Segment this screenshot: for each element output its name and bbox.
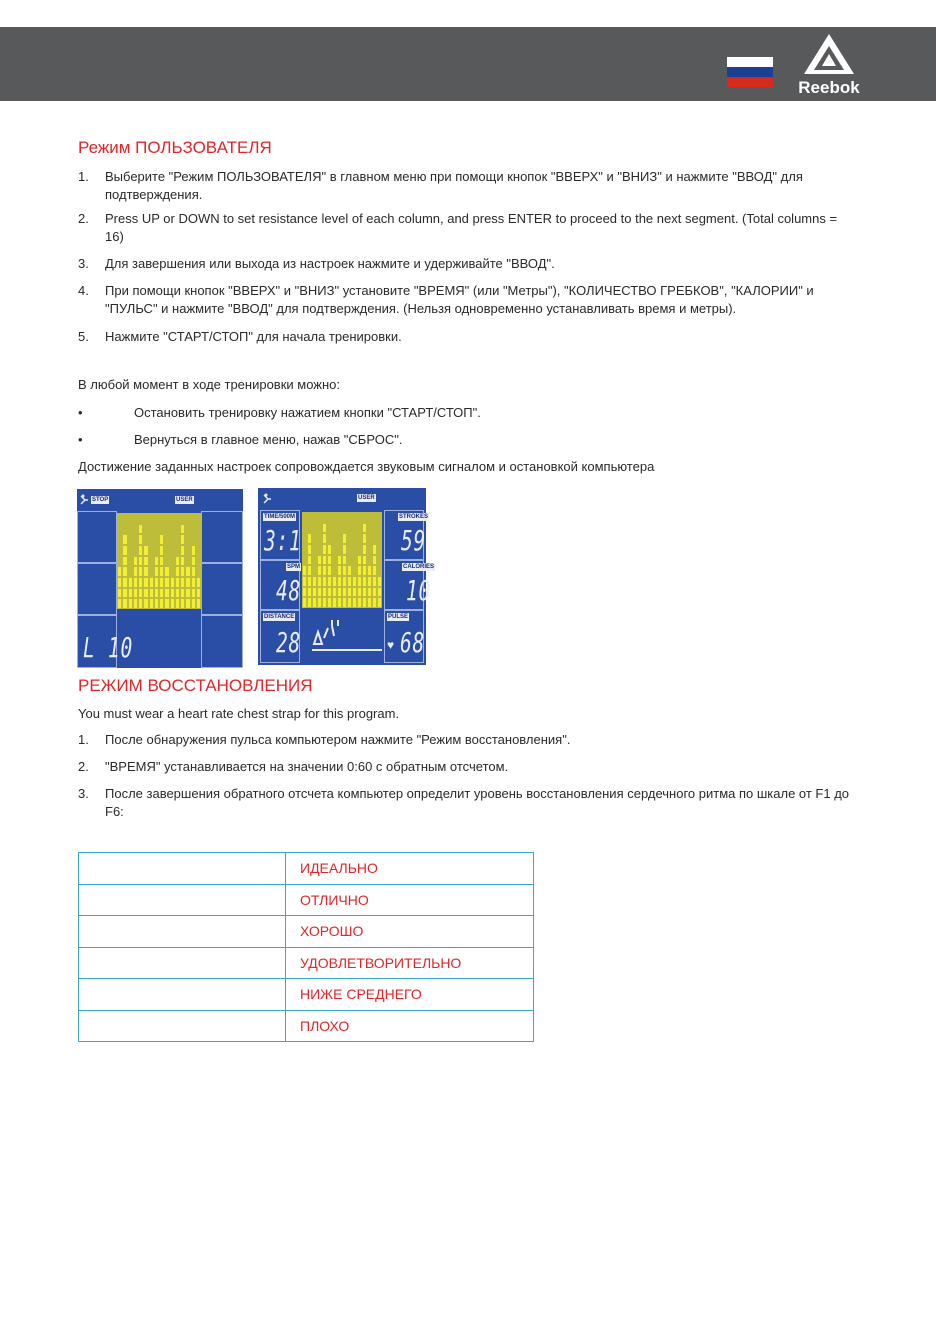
profile-bar-segment <box>197 578 200 587</box>
profile-bar-segment <box>134 589 137 598</box>
profile-bar-segment <box>353 577 356 586</box>
distance-value: 28 <box>276 626 302 659</box>
profile-bar-segment <box>363 556 366 565</box>
profile-bar-segment <box>118 578 121 587</box>
step-number: 5. <box>78 329 89 344</box>
step-text: При помощи кнопок "ВВЕРХ" и "ВНИЗ" установите "ВРЕМЯ" (или "Метры"), "КОЛИЧЕСТВО ГРЕБКОВ", "КАЛОРИИ" и "ПУЛЬС" и нажмите "ВВОД" для подтверждения. (Нельзя одновременно устанавливать время и метры). <box>105 283 814 316</box>
profile-bar-segment <box>192 599 195 608</box>
russian-flag-icon <box>727 57 773 87</box>
profile-bar-segment <box>192 567 195 576</box>
profile-bar-segment <box>123 599 126 608</box>
step-number: 4. <box>78 283 89 298</box>
profile-bar-segment <box>192 589 195 598</box>
profile-bar-segment <box>343 566 346 575</box>
lcd-cell <box>201 563 243 615</box>
profile-bar-segment <box>123 557 126 566</box>
profile-bar-segment <box>181 599 184 608</box>
profile-bar-segment <box>363 577 366 586</box>
profile-bar-segment <box>308 566 311 575</box>
profile-bar-segment <box>363 524 366 533</box>
profile-bar-segment <box>368 598 371 607</box>
bullet-text: Вернуться в главное меню, нажав "СБРОС". <box>134 432 403 447</box>
step-text: Нажмите "СТАРТ/СТОП" для начала тренировки. <box>105 329 402 344</box>
profile-bar-segment <box>134 557 137 566</box>
profile-bar-segment <box>378 588 381 597</box>
step-number: 1. <box>78 169 89 184</box>
profile-bar-segment <box>333 598 336 607</box>
table-row <box>79 1010 534 1042</box>
table-cell-value: ИДЕАЛЬНО <box>286 853 534 885</box>
profile-bar-segment <box>139 546 142 555</box>
profile-bar-segment <box>139 578 142 587</box>
table-cell-key <box>79 916 286 948</box>
profile-bar-segment <box>343 598 346 607</box>
profile-bar-segment <box>134 567 137 576</box>
step-text: "ВРЕМЯ" устанавливается на значении 0:60 с обратным отсчетом. <box>105 759 509 774</box>
level-value: L 10 <box>83 631 134 664</box>
profile-bar-segment <box>343 556 346 565</box>
list-item <box>78 168 858 205</box>
profile-bar-segment <box>338 566 341 575</box>
profile-bar-segment <box>165 599 168 608</box>
profile-bar-segment <box>368 577 371 586</box>
profile-bar-segment <box>313 598 316 607</box>
table-row <box>79 884 534 916</box>
calories-label: CALORIES <box>403 564 435 570</box>
profile-bar-segment <box>363 598 366 607</box>
profile-bar-segment <box>373 545 376 554</box>
profile-bar-segment <box>358 566 361 575</box>
list-item <box>78 731 858 751</box>
table-cell-key <box>79 947 286 979</box>
profile-bar-segment <box>181 557 184 566</box>
spm-value: 48 <box>276 574 302 607</box>
recovery-table <box>78 852 534 1042</box>
profile-bar-segment <box>343 588 346 597</box>
profile-bar-segment <box>192 546 195 555</box>
brand-name: Reebok <box>798 78 860 97</box>
step-text: Press UP or DOWN to set resistance level of each column, and press ENTER to proceed to the next segment. (Total columns = 16) <box>105 211 838 244</box>
profile-bar-segment <box>160 535 163 544</box>
profile-bar-segment <box>181 567 184 576</box>
profile-bar-segment <box>348 577 351 586</box>
table-cell-value: УДОВЛЕТВОРИТЕЛЬНО <box>286 947 534 979</box>
profile-bar-segment <box>378 577 381 586</box>
profile-bar-segment <box>348 566 351 575</box>
profile-bar-segment <box>139 599 142 608</box>
user-label: USER <box>358 495 375 501</box>
user-label: USER <box>176 497 193 503</box>
profile-bar-segment <box>348 598 351 607</box>
profile-bar-segment <box>155 599 158 608</box>
profile-bar-segment <box>308 534 311 543</box>
table-row <box>79 853 534 885</box>
profile-bar-segment <box>176 567 179 576</box>
heart-icon: ♥ <box>387 638 395 652</box>
rower-icon <box>262 492 272 504</box>
stop-label: STOP <box>92 497 109 503</box>
lcd-cell <box>201 615 243 668</box>
profile-bar-segment <box>192 578 195 587</box>
profile-bar-segment <box>323 577 326 586</box>
rower-icon <box>79 493 89 505</box>
profile-bar-segment <box>323 566 326 575</box>
profile-bar-segment <box>358 598 361 607</box>
profile-bar-segment <box>313 577 316 586</box>
profile-bar-segment <box>363 588 366 597</box>
profile-bar-segment <box>176 557 179 566</box>
profile-bar-segment <box>308 577 311 586</box>
profile-bar-segment <box>155 589 158 598</box>
profile-bar-segment <box>129 578 132 587</box>
profile-bar-segment <box>139 535 142 544</box>
profile-bar-segment <box>171 578 174 587</box>
profile-bar-segment <box>129 599 132 608</box>
profile-bar-segment <box>139 589 142 598</box>
time-value: 3:1 <box>264 524 302 557</box>
profile-bar-segment <box>338 588 341 597</box>
profile-bar-segment <box>318 566 321 575</box>
profile-bar-segment <box>171 589 174 598</box>
profile-bar-segment <box>150 599 153 608</box>
step-text: Для завершения или выхода из настроек нажмите и удерживайте "ВВОД". <box>105 256 555 271</box>
profile-bar-segment <box>338 556 341 565</box>
profile-bar-segment <box>378 598 381 607</box>
profile-bar-segment <box>144 557 147 566</box>
profile-bar-segment <box>373 588 376 597</box>
step-number: 2. <box>78 211 89 226</box>
profile-bar-segment <box>192 557 195 566</box>
table-cell-key <box>79 853 286 885</box>
profile-bar-segment <box>150 578 153 587</box>
profile-bar-segment <box>134 578 137 587</box>
profile-bar-segment <box>368 588 371 597</box>
profile-bar-segment <box>373 598 376 607</box>
table-cell-key <box>79 884 286 916</box>
profile-bar-segment <box>123 567 126 576</box>
profile-bar-segment <box>318 577 321 586</box>
profile-bar-segment <box>144 589 147 598</box>
step-number: 3. <box>78 786 89 801</box>
profile-bar-segment <box>303 577 306 586</box>
profile-bar-segment <box>323 588 326 597</box>
list-item <box>78 255 858 277</box>
table-cell-value: ПЛОХО <box>286 1010 534 1042</box>
profile-bar-segment <box>155 567 158 576</box>
profile-bar-segment <box>303 598 306 607</box>
profile-bar-segment <box>123 578 126 587</box>
profile-bar-segment <box>123 589 126 598</box>
table-cell-value: НИЖЕ СРЕДНЕГО <box>286 979 534 1011</box>
table-cell-key <box>79 979 286 1011</box>
profile-bar-segment <box>171 599 174 608</box>
profile-bar-segment <box>165 589 168 598</box>
profile-bar-segment <box>303 566 306 575</box>
profile-bar-segment <box>348 588 351 597</box>
anytime-text: В любой момент в ходе тренировки можно: <box>78 377 341 392</box>
profile-bar-segment <box>123 546 126 555</box>
profile-bar-segment <box>338 598 341 607</box>
profile-bar-segment <box>165 567 168 576</box>
profile-bar-segment <box>197 599 200 608</box>
profile-bar-segment <box>338 577 341 586</box>
profile-bar-segment <box>181 535 184 544</box>
lcd-cell <box>77 563 117 615</box>
profile-bar-segment <box>308 588 311 597</box>
profile-bar-segment <box>308 545 311 554</box>
profile-bar-segment <box>176 589 179 598</box>
pulse-label: PULSE <box>388 614 409 620</box>
profile-bar-segment <box>144 578 147 587</box>
profile-bar-segment <box>118 567 121 576</box>
profile-bar-segment <box>144 599 147 608</box>
profile-bar-segment <box>139 525 142 534</box>
rowing-boat-icon <box>308 616 382 660</box>
profile-bar-segment <box>368 566 371 575</box>
profile-bar-segment <box>186 589 189 598</box>
profile-bar-segment <box>155 557 158 566</box>
profile-bar-segment <box>186 599 189 608</box>
profile-bar-segment <box>328 545 331 554</box>
lcd-display-left <box>77 489 243 668</box>
profile-bar-segment <box>363 566 366 575</box>
profile-bar-segment <box>144 546 147 555</box>
step-text: Выберите "Режим ПОЛЬЗОВАТЕЛЯ" в главном меню при помощи кнопок "ВВЕРХ" и "ВНИЗ" и нажмите "ВВОД" для подтверждения. <box>105 169 803 202</box>
table-cell-value: ОТЛИЧНО <box>286 884 534 916</box>
spm-label: SPM <box>287 564 301 570</box>
profile-bar-segment <box>343 545 346 554</box>
profile-bar-segment <box>155 578 158 587</box>
profile-bar-segment <box>160 589 163 598</box>
profile-bar-segment <box>181 589 184 598</box>
bullet-text: Остановить тренировку нажатием кнопки "СТАРТ/СТОП". <box>134 405 481 420</box>
profile-bar-segment <box>353 598 356 607</box>
profile-bar-segment <box>328 566 331 575</box>
lcd-cell <box>201 511 243 563</box>
time-label: TIME/500M <box>264 514 296 520</box>
profile-bar-segment <box>323 534 326 543</box>
profile-bar-segment <box>333 588 336 597</box>
profile-bar-segment <box>328 556 331 565</box>
profile-bar-segment <box>144 567 147 576</box>
profile-bar-segment <box>363 545 366 554</box>
profile-bar-segment <box>323 524 326 533</box>
profile-bars <box>302 512 382 608</box>
pulse-value: 68 <box>400 626 426 659</box>
profile-bar-segment <box>134 599 137 608</box>
profile-bar-segment <box>176 599 179 608</box>
profile-bar-segment <box>333 577 336 586</box>
profile-bar-segment <box>129 589 132 598</box>
profile-bar-segment <box>160 546 163 555</box>
profile-bar-segment <box>308 598 311 607</box>
table-row <box>79 979 534 1011</box>
profile-bar-segment <box>165 578 168 587</box>
profile-bar-segment <box>323 545 326 554</box>
profile-bar-segment <box>197 589 200 598</box>
table-row <box>79 916 534 948</box>
profile-bar-segment <box>139 567 142 576</box>
profile-bar-segment <box>323 556 326 565</box>
step-text: После обнаружения пульса компьютером нажмите "Режим восстановления". <box>105 732 571 747</box>
profile-bar-segment <box>318 598 321 607</box>
profile-bar-segment <box>358 577 361 586</box>
profile-bar-segment <box>181 546 184 555</box>
profile-bar-segment <box>343 577 346 586</box>
profile-bar-segment <box>328 577 331 586</box>
list-item <box>78 785 858 825</box>
profile-bar-segment <box>160 557 163 566</box>
profile-bar-segment <box>323 598 326 607</box>
strokes-value: 59 <box>401 524 427 557</box>
profile-bar-segment <box>343 534 346 543</box>
recovery-intro: You must wear a heart rate chest strap for this program. <box>78 706 400 721</box>
list-item <box>78 282 858 322</box>
profile-bar-segment <box>150 589 153 598</box>
step-number: 1. <box>78 732 89 747</box>
calories-value: 10 <box>406 574 432 607</box>
profile-bar-segment <box>160 599 163 608</box>
profile-bar-segment <box>186 578 189 587</box>
profile-bars <box>117 513 201 609</box>
step-number: 3. <box>78 256 89 271</box>
reebok-delta-icon <box>792 32 866 78</box>
user-mode-title: Режим ПОЛЬЗОВАТЕЛЯ <box>78 138 272 157</box>
profile-bar-segment <box>373 556 376 565</box>
profile-bar-segment <box>363 534 366 543</box>
table-cell-value: ХОРОШО <box>286 916 534 948</box>
profile-bar-segment <box>353 588 356 597</box>
step-text: После завершения обратного отсчета компьютер определит уровень восстановления сердечного ритма по шкале от F1 до F6: <box>105 786 850 819</box>
lcd-display-right <box>258 488 435 665</box>
profile-bar-segment <box>328 588 331 597</box>
profile-bar-segment <box>176 578 179 587</box>
reebok-logo <box>792 32 866 98</box>
profile-bar-segment <box>313 588 316 597</box>
list-item <box>78 328 858 348</box>
profile-bar-segment <box>328 598 331 607</box>
profile-bar-segment <box>373 577 376 586</box>
bullet-icon: • <box>78 405 83 420</box>
profile-bar-segment <box>181 578 184 587</box>
profile-bar-segment <box>160 567 163 576</box>
profile-bar-segment <box>118 599 121 608</box>
step-number: 2. <box>78 759 89 774</box>
profile-bar-segment <box>308 556 311 565</box>
note-text: Достижение заданных настроек сопровождается звуковым сигналом и остановкой компьютера <box>78 459 655 474</box>
distance-label: DISTANCE <box>264 614 295 620</box>
list-item <box>78 758 858 778</box>
lcd-cell <box>77 511 117 563</box>
profile-bar-segment <box>181 525 184 534</box>
profile-bar-segment <box>318 556 321 565</box>
profile-bar-segment <box>318 588 321 597</box>
table-cell-key <box>79 1010 286 1042</box>
profile-bar-segment <box>358 588 361 597</box>
list-item <box>78 210 858 250</box>
bullet-icon: • <box>78 432 83 447</box>
strokes-label: STROKES <box>399 514 429 520</box>
profile-bar-segment <box>118 589 121 598</box>
profile-bar-segment <box>186 567 189 576</box>
profile-bar-segment <box>139 557 142 566</box>
user-mode-steps <box>78 168 858 348</box>
recovery-steps <box>78 731 858 825</box>
profile-bar-segment <box>160 578 163 587</box>
table-row <box>79 947 534 979</box>
profile-bar-segment <box>303 588 306 597</box>
profile-bar-segment <box>373 566 376 575</box>
profile-bar-segment <box>358 556 361 565</box>
profile-bar-segment <box>123 535 126 544</box>
recovery-mode-title: РЕЖИМ ВОССТАНОВЛЕНИЯ <box>78 676 313 695</box>
